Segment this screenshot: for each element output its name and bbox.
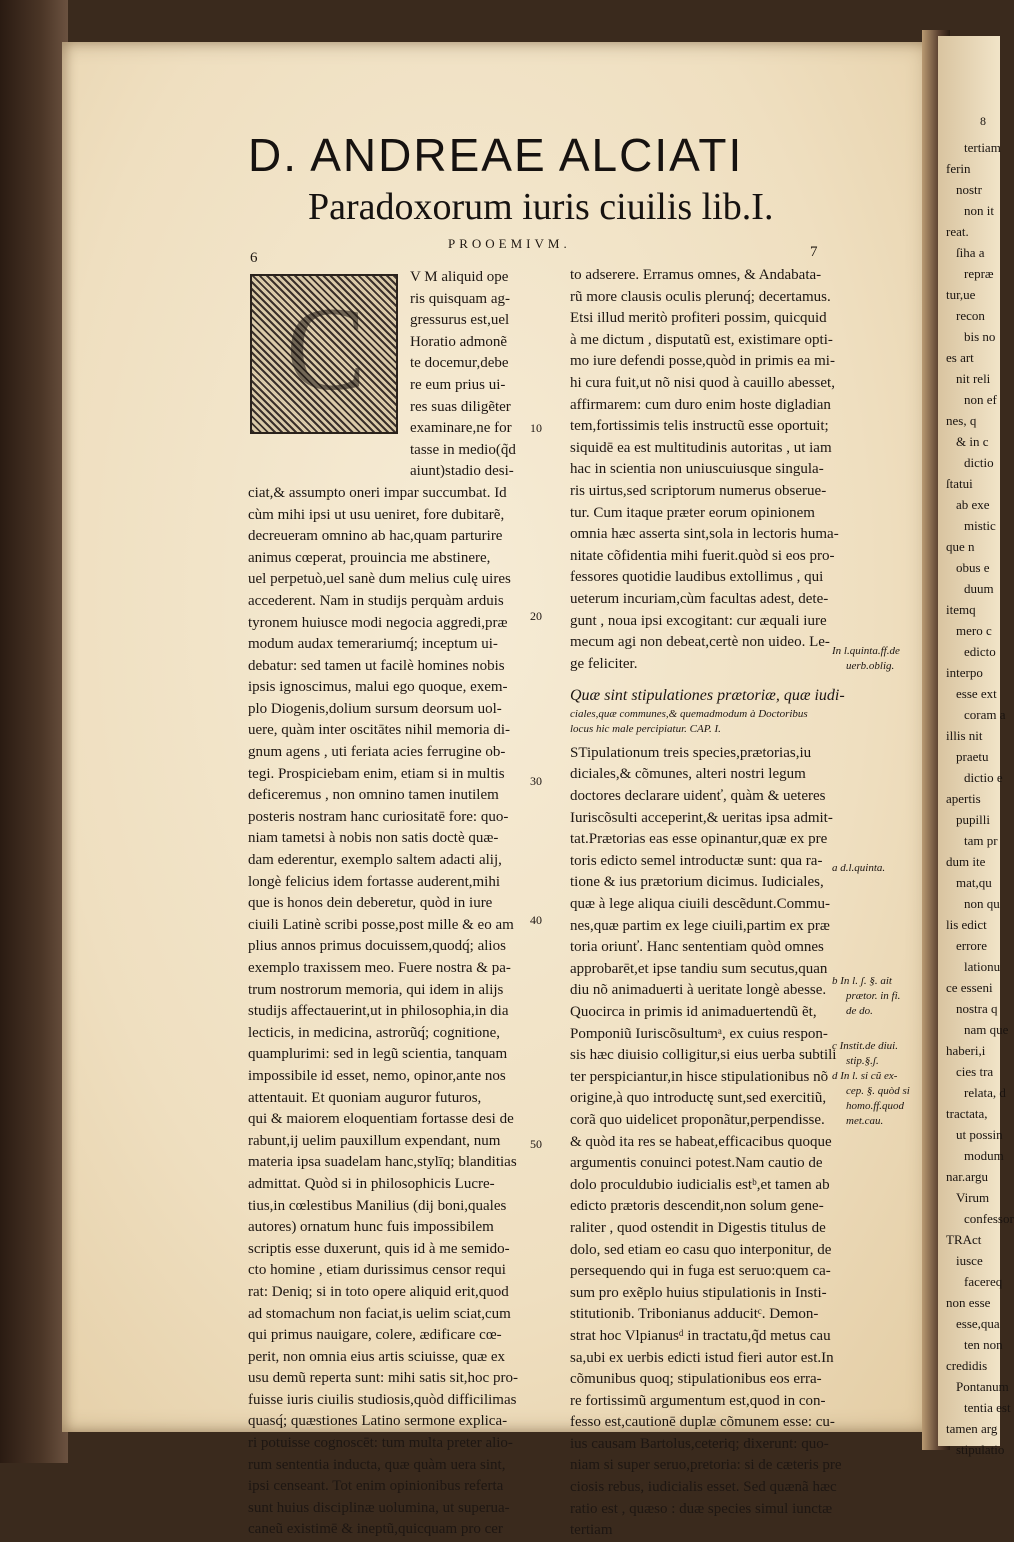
next-page-fragment: iusce bbox=[956, 1253, 983, 1268]
next-page-fragment: edicto bbox=[964, 644, 996, 659]
text-line: animus cœperat, prouincia me abstinere, bbox=[248, 549, 491, 566]
text-line: diciales,& cõmunes, alteri nostri legum bbox=[570, 766, 806, 783]
text-line: tasse in medio(q̃d bbox=[410, 441, 516, 458]
text-line: caneũ existimē & ineptũ,quicquam pro cer bbox=[248, 1521, 503, 1538]
text-line: Pomponiũ Iuriscõsultumᵃ, ex cuius respon- bbox=[570, 1025, 828, 1042]
text-line: toria oriunť. Hanc sententiam quòd omnes bbox=[570, 939, 824, 956]
text-line: sum pro exẽplo huius stipulationis in Insti- bbox=[570, 1284, 827, 1301]
marginal-note: uerb.oblig. bbox=[846, 660, 895, 672]
text-line: stitutionib. Tribonianus adducitᶜ. Demon- bbox=[570, 1306, 819, 1323]
next-page-fragment: ſtatui bbox=[946, 476, 973, 491]
text-line: scriptis esse duxerunt, quis id à me semido- bbox=[248, 1240, 510, 1257]
text-line: perit, non omnia eius artis sciuisse, quæ ex bbox=[248, 1348, 506, 1365]
next-page-fragment: ten non bbox=[964, 1337, 1003, 1352]
next-page-fragment: non esse bbox=[946, 1295, 991, 1310]
next-page-fragment: illis nit bbox=[946, 728, 983, 743]
text-line: hi cura fuit,ut nõ nisi quod à cauillo abesset, bbox=[570, 374, 835, 391]
left-text-column bbox=[248, 267, 532, 1541]
next-page-fragment: obus e bbox=[956, 560, 990, 575]
text-line: tur. Cum itaque præter eorum opinionem bbox=[570, 504, 815, 521]
text-line: uere, quàm inter oscitātes nihil memoria di- bbox=[248, 722, 511, 739]
text-line: que is honos dein deberetur, quòd in iure bbox=[248, 895, 493, 912]
text-line: sa,ubi ex uerbis edicti istud fieri autor est.In bbox=[570, 1349, 834, 1366]
next-page-fragment: bis no bbox=[964, 329, 996, 344]
next-page-fragment: nar.argu bbox=[946, 1169, 988, 1184]
text-line: mecum agi non debeat,certè non uideo. Le- bbox=[570, 634, 830, 651]
next-page-fragment: non ef bbox=[964, 392, 997, 407]
text-line: admittat. Quòd si in philosophicis Lucre- bbox=[248, 1175, 495, 1192]
text-line: attentauit. Et quoniam auguror futuros, bbox=[248, 1089, 482, 1106]
text-line: aiunt)stadio desi- bbox=[410, 463, 514, 480]
text-line: decreueram omnino ab hac,quam parturire bbox=[248, 528, 503, 545]
text-line: rat: Deniq; si in toto opere aliquid erit,quod bbox=[248, 1283, 509, 1300]
text-line: doctores declarare uidenť, quàm & ueteres bbox=[570, 788, 826, 805]
text-line: exemplo traxissem meo. Fuere nostra & pa- bbox=[248, 960, 511, 976]
next-page-fragment: non it bbox=[964, 203, 994, 218]
text-line: posteris nostram hanc curiositatē fore: quo- bbox=[248, 808, 509, 825]
text-line: hac in scientia non uniuscuiusque singula- bbox=[570, 461, 824, 478]
next-page-fragment: Virum bbox=[956, 1190, 990, 1205]
next-page-fragment: haberi,i bbox=[946, 1043, 986, 1058]
text-line: edicto prætoris descendit,non solum gene- bbox=[570, 1198, 824, 1215]
text-line: omnia hæc asserta sint,sola in lectoris huma- bbox=[570, 526, 839, 543]
next-page-fragment: nam que bbox=[964, 1022, 1009, 1037]
page-subtitle: Paradoxorum iuris ciuilis lib.I. bbox=[308, 186, 774, 228]
next-page-fragment: Pontanum bbox=[956, 1379, 1009, 1394]
text-line: fessores quotidie laudibus extollimus , qui bbox=[570, 569, 824, 586]
text-line: persequendo qui in fuga est seruo:quem ca- bbox=[570, 1263, 831, 1280]
line-number: 10 bbox=[530, 421, 542, 435]
next-page-fragment: TRAct bbox=[946, 1232, 982, 1247]
text-line: ter perspiciantur,in hisce stipulationibus nõ bbox=[570, 1068, 829, 1085]
text-line: modum audax temerariumq́; inceptum ui- bbox=[248, 636, 498, 653]
next-page-fragment: stipulatio bbox=[956, 1442, 1005, 1457]
next-page-fragment: reat. bbox=[946, 224, 969, 239]
text-line: ad stomachum non faciat,is uelim sciat,cum bbox=[248, 1305, 511, 1322]
text-line: V M aliquid ope bbox=[410, 269, 509, 285]
page-title: D. ANDREAE ALCIATI bbox=[248, 129, 744, 181]
text-line: ge feliciter. bbox=[570, 655, 638, 672]
text-line: quasq́; quæstiones Latino sermone explica- bbox=[248, 1413, 508, 1430]
next-page-fragment: pupilli bbox=[956, 812, 990, 827]
text-line: argumentis conuinci potest.Nam cautio de bbox=[570, 1155, 823, 1172]
text-line: tegi. Prospiciebam enim, etiam si in multis bbox=[248, 765, 505, 782]
marginal-note: prætor. in fi. bbox=[846, 990, 901, 1002]
book-binding bbox=[0, 0, 68, 1463]
next-page-fragment: apertis bbox=[946, 791, 981, 806]
text-line: niam si super seruo,pretoria: si de cæteris pre bbox=[570, 1457, 842, 1474]
next-page-fragment: interpo bbox=[946, 665, 983, 680]
next-page-fragment: que n bbox=[946, 539, 975, 554]
text-line: ri potuisse cognoscēt: tum multa preter alio- bbox=[248, 1435, 513, 1452]
next-page-fragment: recon bbox=[956, 308, 985, 323]
next-page-fragment: relata, d bbox=[964, 1085, 1006, 1100]
text-line: strat hoc Vlpianusᵈ in tractatu,q̃d metus cau bbox=[570, 1327, 831, 1344]
text-line: te docemur,debe bbox=[410, 355, 509, 372]
next-page-fragment: esse ext bbox=[956, 686, 997, 701]
next-page-fragment: ut possin bbox=[956, 1127, 1003, 1142]
text-line: diu nõ animaduerti à ueritate longè abesse. bbox=[570, 982, 827, 999]
line-number: 40 bbox=[530, 913, 542, 927]
text-line: cùm mihi ipsi ut usu ueniret, fore dubitarẽ, bbox=[248, 506, 505, 523]
text-line: dam ederentur, exemplo saltem adacti alij, bbox=[248, 852, 502, 869]
next-page-fragment: tur,ue bbox=[946, 287, 976, 302]
next-page-fragment: nit reli bbox=[956, 371, 991, 386]
chapter-subheading: ciales,quæ communes,& quemadmodum à Doctoribus bbox=[570, 707, 808, 720]
text-line: raliter , quod ostendit in Digestis titulus de bbox=[570, 1219, 826, 1236]
text-line: tyronem huiusce modi negocia aggredi,præ bbox=[248, 614, 508, 631]
text-line: approbarēt,et ipse tandiu sum secutus,quan bbox=[570, 960, 828, 977]
marginal-note: a d.l.quinta. bbox=[832, 862, 886, 874]
text-line: cõmunibus quoq; stipulationibus eos erra- bbox=[570, 1371, 822, 1388]
next-page-number: 8 bbox=[980, 114, 986, 128]
next-page-fragment: mat,qu bbox=[956, 875, 992, 890]
next-page-fragment: dictio e bbox=[964, 770, 1003, 785]
text-line: rũ more clausis oculis plerunq́; decertamus. bbox=[570, 288, 831, 305]
text-line: tat.Prætorias eas esse opinantur,quæ ex pre bbox=[570, 831, 828, 848]
text-line: toris edicto semel introductæ sunt: qua ra- bbox=[570, 852, 823, 869]
text-line: corã quo uidelicet proponãtur,perpendisse. bbox=[570, 1111, 825, 1128]
text-line: nitate cõfidentia mihi fuerit.quòd si eos pro- bbox=[570, 547, 835, 564]
text-line: qui primus nauigare, colere, ædificare cœ- bbox=[248, 1327, 502, 1344]
marginal-note: homo.ff.quod bbox=[846, 1100, 905, 1112]
next-page-fragment: & in c bbox=[956, 434, 989, 449]
text-line: cto homine , etiam durissimus censor requi bbox=[248, 1262, 506, 1279]
text-line: usu demũ reperta sunt: mihi satis sit,hoc pro- bbox=[248, 1370, 518, 1387]
next-page-fragment: errore bbox=[956, 938, 988, 953]
next-page-fragment: tentia est bbox=[964, 1400, 1011, 1415]
next-page-fragment: itemq bbox=[946, 602, 976, 617]
marginal-note: cep. §. quòd si bbox=[846, 1085, 910, 1097]
next-page-fragment: ferin bbox=[946, 161, 971, 176]
right-text-column bbox=[570, 265, 845, 1542]
text-line: quæ à lege aliqua ciuili descẽdunt.Commu- bbox=[570, 896, 830, 913]
text-line: Etsi illud meritò profiteri possim, quicquid bbox=[570, 310, 827, 327]
text-line: tione & ius prætorium dicimus. Iudiciales, bbox=[570, 874, 824, 891]
column-number-right: 7 bbox=[810, 244, 818, 260]
text-line: STipulationum treis species,prætorias,iu bbox=[570, 744, 812, 761]
next-page-fragment: ſiha a bbox=[956, 245, 985, 260]
next-page-fragment: ab exe bbox=[956, 497, 990, 512]
text-line: ratio est , quæso : duæ species simul iunctæ bbox=[570, 1500, 833, 1517]
text-line: examinare,ne for bbox=[410, 420, 512, 437]
marginal-note: c Instit.de diui. bbox=[832, 1040, 898, 1052]
text-line: fesso est,cautionē duplæ cõmunem esse: cu- bbox=[570, 1414, 835, 1431]
text-line: to adserere. Erramus omnes, & Andabata- bbox=[570, 267, 822, 283]
text-line: ris uirtus,sed scriptorum numerus obserue- bbox=[570, 482, 827, 499]
next-page-fragment: tertiam bbox=[964, 140, 1001, 155]
section-heading: PROOEMIVM. bbox=[448, 236, 571, 251]
next-page-fragment: dictio bbox=[964, 455, 994, 470]
text-line: deficeremus , non omnino tamen inutilem bbox=[248, 787, 499, 804]
next-page-fragment: nostr bbox=[956, 182, 982, 197]
text-line: origine,à quo introductę sunt,sed exercitiũ, bbox=[570, 1090, 827, 1107]
text-line: uel perpetuò,uel sanè dum melius culę uires bbox=[248, 571, 511, 588]
next-page-fragment: dum ite bbox=[946, 854, 986, 869]
text-line: dolo, sed etiam eo casu quo interponitur, de bbox=[570, 1241, 832, 1258]
marginal-note: b In l. ʃ. §. ait bbox=[832, 975, 892, 987]
line-number: 50 bbox=[530, 1137, 542, 1151]
next-page-fragment: esse,qua bbox=[956, 1316, 1000, 1331]
text-line: niam tametsi à nobis non satis doctè quæ- bbox=[248, 830, 499, 847]
proemium-text bbox=[570, 265, 839, 675]
next-page-fragment: lis edict bbox=[946, 917, 987, 932]
next-page-fragment: es art bbox=[946, 350, 974, 365]
text-line: ciuili Latinè scribi posse,post mille & eo am bbox=[248, 916, 514, 933]
text-line: ipsis ignoscimus, malui ego quoque, exem- bbox=[248, 679, 508, 696]
next-page-fragment: cies tra bbox=[956, 1064, 994, 1079]
text-line: qui & maiorem eloquentiam fortasse desi de bbox=[248, 1111, 514, 1128]
text-line: impossibile id esset, nemo, opinor,ante nos bbox=[248, 1067, 506, 1084]
chapter-subheading-2: locus hic male percipiatur. CAP. I. bbox=[570, 722, 721, 735]
text-line: tertiam bbox=[570, 1522, 613, 1539]
next-page-fragment: duum bbox=[964, 581, 994, 596]
text-line: nes,quæ partim ex lege ciuili,partim ex præ bbox=[570, 917, 830, 934]
text-line: ciat,& assumpto oneri impar succumbat. Id bbox=[248, 484, 507, 501]
next-page-fragment: tamen arg bbox=[946, 1421, 998, 1436]
marginal-note: stip.§.ʃ. bbox=[846, 1055, 879, 1067]
text-line: Horatio admonẽ bbox=[410, 333, 508, 350]
text-line: gnum agens , uti feriata acies ferrugine ob- bbox=[248, 744, 506, 761]
marginal-note: met.cau. bbox=[846, 1115, 884, 1127]
text-line: siquidē ea est multitudinis autoritas , ut iam bbox=[570, 439, 832, 456]
text-line: plo Diogenis,dolium sursum deorsum uol- bbox=[248, 700, 502, 717]
next-page-fragment: facereq bbox=[964, 1274, 1003, 1289]
text-line: autores) ornatum hunc fuis impossibilem bbox=[248, 1219, 494, 1236]
text-line: plius annos primus docuissem,quodq́; alios bbox=[248, 938, 506, 955]
text-line: rum sententia inducta, quæ quàm uera sint, bbox=[248, 1456, 506, 1473]
text-line: fuisse iuris ciuilis studiosis,quòd difficilimas bbox=[248, 1391, 517, 1408]
next-page-fragment: credidis bbox=[946, 1358, 988, 1373]
text-line: & quòd ita res se habeat,efficacibus quoque bbox=[570, 1133, 832, 1150]
text-line: ris quisquam ag- bbox=[410, 290, 510, 307]
text-line: accederent. Nam in studijs perquàm arduis bbox=[248, 592, 504, 609]
text-line: lecticis, in medicina, astrorũq́; cognitione, bbox=[248, 1024, 501, 1041]
next-page-fragment: non qu bbox=[964, 896, 1000, 911]
next-page-fragment: mistic bbox=[964, 518, 996, 533]
text-line: Iuriscõsulti acceperint,& ueritas ipsa admit- bbox=[570, 809, 833, 826]
text-line: debatur: sed tamen ut facilè homines nobis bbox=[248, 657, 505, 674]
text-line: ciosis rebus, iudicialis esset. Sed quænã hæc bbox=[570, 1479, 837, 1496]
text-line: ueterum incuriam,cùm facultas adest, dete- bbox=[570, 590, 829, 607]
column-number-left: 6 bbox=[250, 250, 258, 266]
text-line: tem,fortissimis telis instructũ esse oportuit; bbox=[570, 418, 829, 435]
text-line: à me dictum , disputatũ est, existimare opti- bbox=[570, 331, 833, 348]
next-page-edge bbox=[938, 36, 1014, 1457]
text-line: trum nostrorum memoria, qui idem in alijs bbox=[248, 981, 504, 998]
text-line: ius causam Bartolus,ceteriq; dixerunt: quo- bbox=[570, 1435, 829, 1452]
text-line: dolo proculdubio iudicialis estᵇ,et tamen ab bbox=[570, 1176, 830, 1193]
line-number: 30 bbox=[530, 774, 542, 788]
chapter-text bbox=[570, 743, 842, 1542]
next-page-fragment: ce esseni bbox=[946, 980, 993, 995]
text-line: ipsi censeant. Tot enim opinionibus referta bbox=[248, 1478, 504, 1495]
next-page-fragment: tractata, bbox=[946, 1106, 988, 1121]
line-number: 20 bbox=[530, 609, 542, 623]
text-line: gunt , noua ipsi excogitant: cur æquali iure bbox=[570, 612, 827, 629]
next-page-fragment: nostra q bbox=[956, 1001, 998, 1016]
marginal-note: de do. bbox=[846, 1005, 873, 1017]
next-page-fragment: mero c bbox=[956, 623, 992, 638]
next-page-fragment: modum bbox=[964, 1148, 1004, 1163]
text-line: sis hæc diuisio colligitur,si eius uerba subtili bbox=[570, 1047, 837, 1064]
marginal-note: In l.quinta.ff.de bbox=[832, 645, 900, 657]
text-line: gressurus est,uel bbox=[410, 312, 510, 329]
next-page-fragment: coram a bbox=[964, 707, 1006, 722]
next-page-fragment: tam pr bbox=[964, 833, 998, 848]
text-line: Quocirca in primis id animaduertendũ ẽt, bbox=[570, 1004, 817, 1020]
next-page-fragment: lationu bbox=[964, 959, 1001, 974]
next-page-fragment: nes, q bbox=[946, 413, 977, 428]
next-page-fragment: praetu bbox=[956, 749, 989, 764]
marginal-note: d In l. si cũ ex- bbox=[832, 1070, 898, 1082]
text-line: studijs affectauerint,ut in philosophia,in dia bbox=[248, 1003, 509, 1020]
text-line: quamplurimi: sed in legũ scientia, tanquam bbox=[248, 1046, 508, 1063]
chapter-heading: Quæ sint stipulationes prætoriæ, quæ iudi- bbox=[570, 687, 845, 705]
text-line: mo iure defendi posse,quòd in primis ea mi- bbox=[570, 353, 835, 370]
text-line: tius,in cœlestibus Manilius (dij boni,quales bbox=[248, 1197, 507, 1214]
text-line: rabunt,ij uelim pauxillum expendant, num bbox=[248, 1132, 501, 1149]
next-page-fragment: confessor bbox=[964, 1211, 1014, 1226]
text-line: materia ipsa suadelam hanc,stylīq; blanditias bbox=[248, 1154, 517, 1171]
text-line: longè felicius idem fortasse auderent,mihi bbox=[248, 873, 501, 890]
text-line: sunt huius disciplinæ uolumina, ut superua- bbox=[248, 1499, 510, 1516]
text-line: affirmarem: cum duro enim hoste digladian bbox=[570, 396, 831, 413]
text-line: res suas diligẽter bbox=[410, 398, 511, 415]
next-page-fragment: repræ bbox=[964, 266, 994, 281]
text-line: re eum prius ui- bbox=[410, 376, 506, 393]
text-line: re fortissimũ argumentum est,quod in con- bbox=[570, 1392, 826, 1409]
